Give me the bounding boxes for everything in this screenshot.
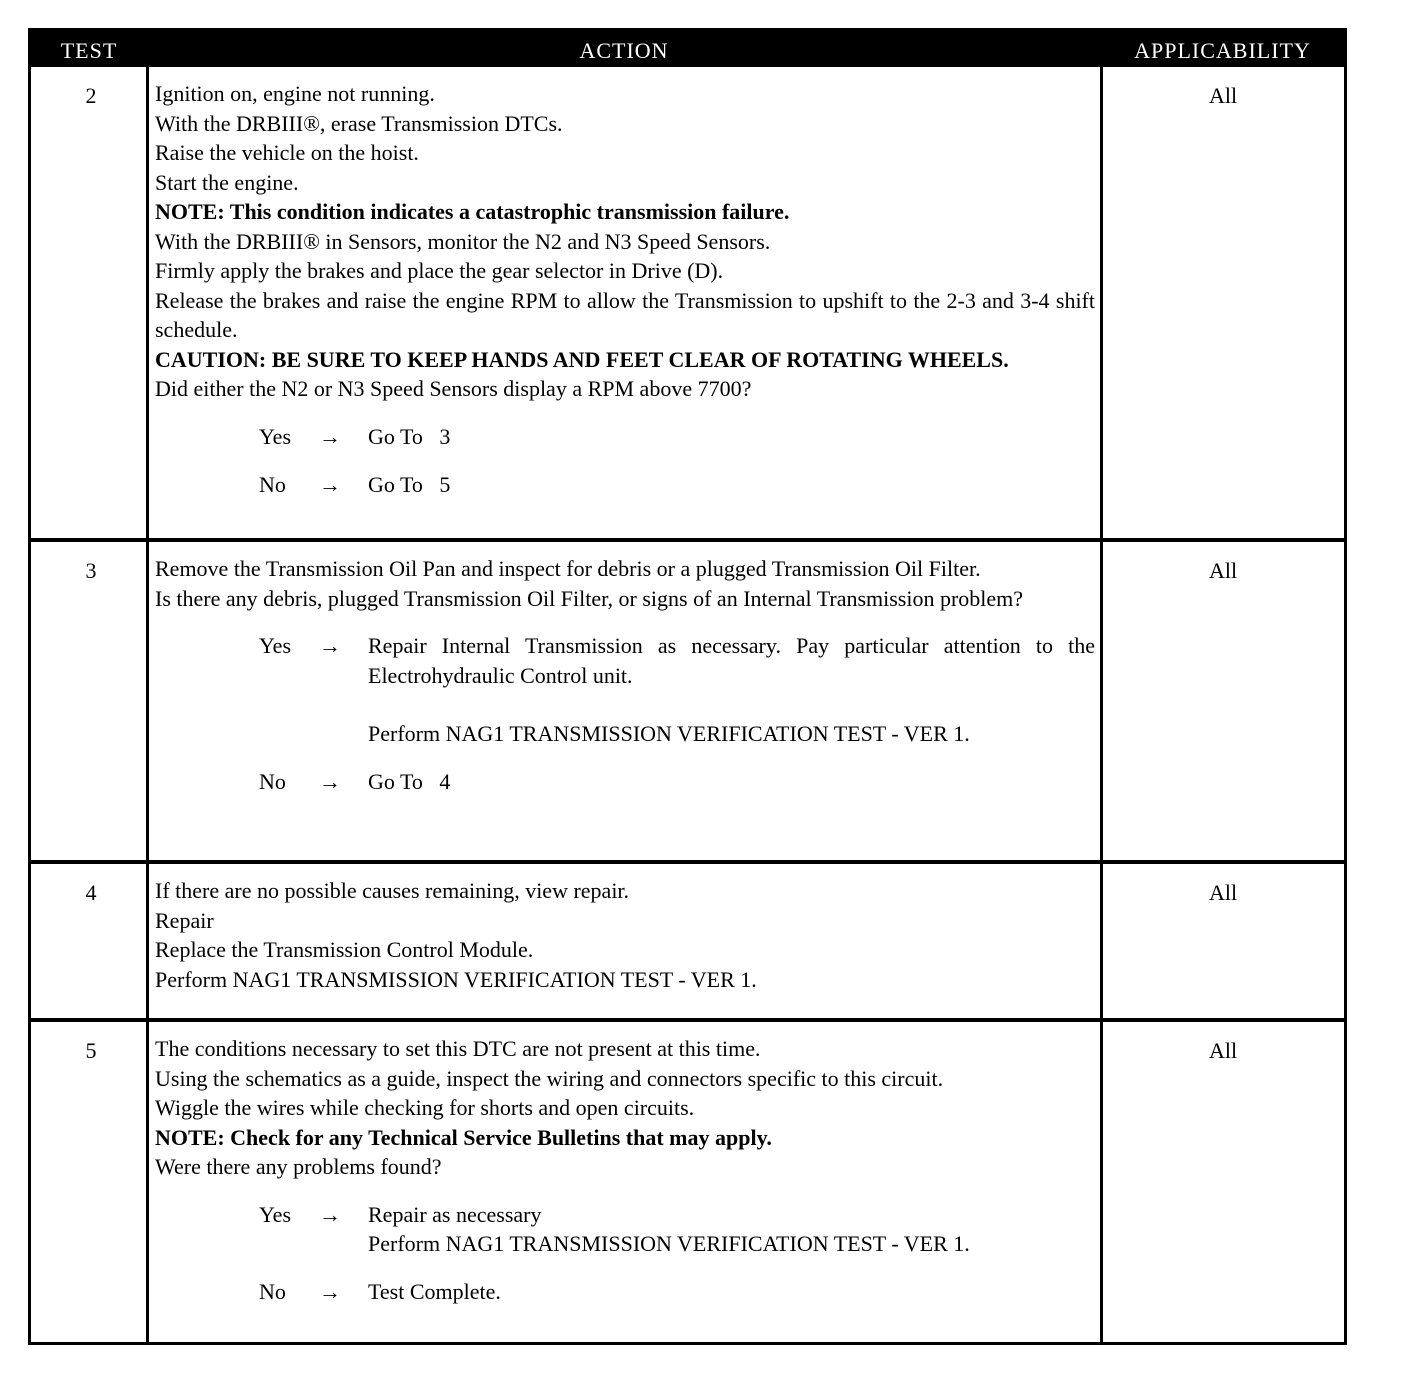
action-line: If there are no possible causes remaining, view repair. xyxy=(155,878,630,903)
yes-label: Yes xyxy=(259,423,292,449)
no-result: Test Complete. xyxy=(368,1278,501,1304)
no-label: No xyxy=(259,471,286,497)
header-test: TEST xyxy=(60,38,118,63)
action-cell xyxy=(155,554,1095,797)
test-number: 5 xyxy=(85,1038,97,1063)
repair-label: Repair xyxy=(155,907,214,933)
arrow-icon: → xyxy=(319,471,341,497)
arrow-icon: → xyxy=(319,768,341,794)
action-line: Ignition on, engine not running. xyxy=(155,81,435,106)
action-line: The conditions necessary to set this DTC are not present at this time. xyxy=(155,1036,761,1061)
yes-label: Yes xyxy=(259,633,292,658)
action-line: Remove the Transmission Oil Pan and inspect for debris or a plugged Transmission Oil Filter. xyxy=(155,556,981,581)
header-applicability: APPLICABILITY xyxy=(1134,38,1311,63)
test-number: 3 xyxy=(85,558,97,583)
applicability-cell: All xyxy=(1208,880,1238,905)
arrow-icon: → xyxy=(319,1278,341,1304)
question-line: Is there any debris, plugged Transmission Oil Filter, or signs of an Internal Transmission problem? xyxy=(155,585,1024,611)
table-header xyxy=(31,31,1344,67)
action-cell xyxy=(155,1034,1095,1307)
applicability-cell: All xyxy=(1208,83,1238,108)
yes-result: Go To 3 xyxy=(368,423,451,449)
yes-branch xyxy=(155,1200,1095,1259)
question-line: Were there any problems found? xyxy=(155,1154,442,1179)
no-result: Go To 4 xyxy=(368,768,451,794)
table-row xyxy=(31,542,1344,860)
no-branch xyxy=(155,470,1095,500)
arrow-icon: → xyxy=(319,423,341,449)
table-row xyxy=(31,1022,1344,1342)
repair-line: Replace the Transmission Control Module. xyxy=(155,937,534,962)
action-line: Wiggle the wires while checking for shorts and open circuits. xyxy=(155,1095,695,1120)
yes-branch xyxy=(155,631,1095,749)
action-line: Start the engine. xyxy=(155,169,299,195)
action-line: Using the schematics as a guide, inspect the wiring and connectors specific to this circuit. xyxy=(155,1065,944,1091)
header-action: ACTION xyxy=(579,38,669,63)
test-number: 4 xyxy=(85,880,97,905)
action-cell xyxy=(155,876,1095,994)
table-row xyxy=(31,67,1344,538)
note-line: NOTE: Check for any Technical Service Bulletins that may apply. xyxy=(155,1124,772,1150)
no-result: Go To 5 xyxy=(368,471,451,497)
yes-result: Repair as necessary xyxy=(368,1201,542,1227)
action-line: Firmly apply the brakes and place the gear selector in Drive (D). xyxy=(155,258,724,283)
note-line: NOTE: This condition indicates a catastrophic transmission failure. xyxy=(155,199,790,224)
no-label: No xyxy=(259,768,286,794)
action-line: With the DRBIII® in Sensors, monitor the N2 and N3 Speed Sensors. xyxy=(155,228,771,254)
yes-result-verification: Perform NAG1 TRANSMISSION VERIFICATION TEST - VER 1. xyxy=(368,1231,970,1256)
no-label: No xyxy=(259,1278,286,1304)
action-line: Release the brakes and raise the engine RPM to allow the Transmission to upshift to the 2-3 and 3-4 shift schedule. xyxy=(155,287,1095,342)
diagnostic-table xyxy=(28,28,1347,1345)
table-row xyxy=(31,864,1344,1018)
no-branch xyxy=(155,1277,1095,1307)
test-number: 2 xyxy=(85,83,97,108)
question-line: Did either the N2 or N3 Speed Sensors display a RPM above 7700? xyxy=(155,376,752,401)
action-line: Raise the vehicle on the hoist. xyxy=(155,140,419,165)
yes-result-verification: Perform NAG1 TRANSMISSION VERIFICATION TEST - VER 1. xyxy=(368,721,970,746)
repair-line: Perform NAG1 TRANSMISSION VERIFICATION TEST - VER 1. xyxy=(155,966,757,992)
action-line: With the DRBIII®, erase Transmission DTCs. xyxy=(155,110,563,136)
arrow-icon: → xyxy=(319,1201,341,1227)
caution-line: CAUTION: BE SURE TO KEEP HANDS AND FEET CLEAR OF ROTATING WHEELS. xyxy=(155,346,1009,372)
yes-result: Repair Internal Transmission as necessary. Pay particular attention to the Electrohydraulic Control unit. xyxy=(368,633,1095,688)
action-cell xyxy=(155,79,1095,500)
arrow-icon: → xyxy=(319,633,341,658)
no-branch xyxy=(155,767,1095,797)
yes-label: Yes xyxy=(259,1201,292,1227)
applicability-cell: All xyxy=(1208,558,1238,583)
yes-branch xyxy=(155,422,1095,452)
applicability-cell: All xyxy=(1208,1038,1238,1063)
